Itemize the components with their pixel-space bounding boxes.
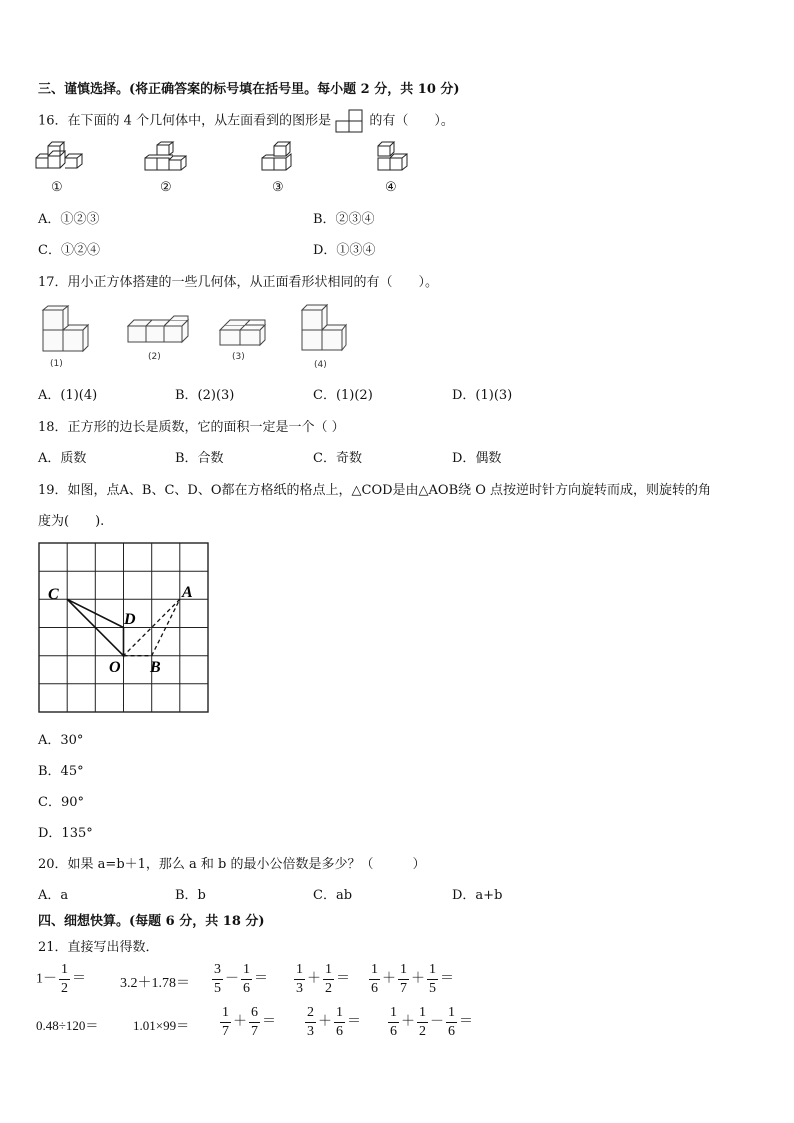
q18-option-a[interactable]: A．质数: [38, 451, 87, 466]
fraction: [417, 1006, 428, 1039]
numerator: 1: [241, 963, 252, 980]
denominator: 6: [371, 981, 378, 996]
operator: ＋: [307, 971, 321, 987]
equals: ＝: [254, 971, 268, 987]
section-4-title: 四、细想快算。(每题 6 分，共 18 分): [38, 914, 265, 929]
numerator: 1: [294, 963, 305, 980]
fraction: [398, 963, 409, 996]
q19-grid-figure: [38, 542, 210, 714]
fraction: [369, 963, 380, 996]
q16-option-b[interactable]: B．②③④: [313, 212, 375, 227]
denominator: 2: [325, 981, 332, 996]
q21-r2-expr-1: 0.48÷120＝: [36, 1018, 99, 1033]
q19-stem-line-1: 19．如图，点A、B、C、D、O都在方格纸的格点上，△COD是由△AOB绕 O 点按逆时针方向旋转而成，则旋转的角: [38, 483, 712, 498]
operator: ＋: [382, 971, 396, 987]
q17-option-a[interactable]: A．(1)(4): [38, 388, 98, 403]
numerator: 1: [334, 1006, 345, 1023]
numerator: 1: [220, 1006, 231, 1023]
numerator: 1: [388, 1006, 399, 1023]
q16-figure-1: [36, 142, 86, 178]
numerator: 1: [417, 1006, 428, 1023]
q16-left-view-icon: [335, 109, 365, 133]
q16-option-a[interactable]: A．①②③: [38, 212, 100, 227]
equals: ＝: [72, 971, 86, 987]
q21-r1-expr-1: [36, 963, 86, 996]
q17-label-3: (3): [232, 352, 245, 362]
q17-figure-2: [126, 316, 190, 348]
q17-option-c[interactable]: C．(1)(2): [313, 388, 373, 403]
q19-point-a: A: [182, 584, 193, 601]
q19-option-d[interactable]: D．135°: [38, 826, 93, 841]
q16-figure-4: [376, 142, 416, 178]
operator: －: [430, 1014, 444, 1030]
numerator: 6: [249, 1006, 260, 1023]
q16-option-c[interactable]: C．①②④: [38, 243, 100, 258]
operator: ＋: [411, 971, 425, 987]
operator: －: [225, 971, 239, 987]
q19-stem-line-2: 度为( ).: [38, 514, 105, 529]
q17-label-4: (4): [314, 360, 327, 370]
section-3-title: 三、谨慎选择。(将正确答案的标号填在括号里。每小题 2 分，共 10 分): [38, 82, 460, 97]
denominator: 6: [448, 1024, 455, 1039]
equals: ＝: [459, 1014, 473, 1030]
q21-r2-expr-2: 1.01×99＝: [133, 1018, 190, 1033]
q20-option-a[interactable]: A．a: [38, 888, 69, 903]
q19-point-b: B: [150, 659, 161, 676]
q18-option-b[interactable]: B．合数: [175, 451, 224, 466]
equals: ＝: [336, 971, 350, 987]
q19-option-b[interactable]: B．45°: [38, 764, 84, 779]
numerator: 1: [323, 963, 334, 980]
equals: ＝: [262, 1014, 276, 1030]
q16-stem-before: 16．在下面的 4 个几何体中，从左面看到的图形是: [38, 113, 332, 129]
denominator: 2: [419, 1024, 426, 1039]
denominator: 5: [429, 981, 436, 996]
denominator: 6: [390, 1024, 397, 1039]
q16-figure-2: [143, 142, 195, 178]
q17-label-1: (1): [50, 359, 63, 369]
q19-point-d: D: [124, 611, 136, 628]
q16-stem: [38, 109, 454, 133]
q19-option-a[interactable]: A．30°: [38, 733, 84, 748]
fraction: [427, 963, 438, 996]
q16-stem-after: 的有（ ）。: [369, 113, 454, 129]
denominator: 3: [296, 981, 303, 996]
q21-r1-expr-3: [210, 963, 268, 996]
fraction: [212, 963, 223, 996]
denominator: 6: [336, 1024, 343, 1039]
fraction: [323, 963, 334, 996]
fraction: [334, 1006, 345, 1039]
numerator: 3: [212, 963, 223, 980]
fraction: [241, 963, 252, 996]
q16-label-1: ①: [51, 180, 63, 195]
equals: ＝: [347, 1014, 361, 1030]
denominator: 2: [61, 981, 68, 996]
denominator: 3: [307, 1024, 314, 1039]
q17-option-d[interactable]: D．(1)(3): [452, 388, 513, 403]
fraction: [446, 1006, 457, 1039]
q21-r1-expr-4: [292, 963, 350, 996]
fraction: [220, 1006, 231, 1039]
denominator: 7: [222, 1024, 229, 1039]
q17-label-2: (2): [148, 352, 161, 362]
operator: ＋: [318, 1014, 332, 1030]
numerator: 1: [446, 1006, 457, 1023]
fraction: [388, 1006, 399, 1039]
equals: ＝: [440, 971, 454, 987]
q21-r2-expr-4: [303, 1006, 361, 1039]
fraction: [249, 1006, 260, 1039]
denominator: 5: [214, 981, 221, 996]
q16-label-2: ②: [160, 180, 172, 195]
q21-stem: 21．直接写出得数．: [38, 940, 159, 955]
numerator: 1: [59, 963, 70, 980]
q17-stem: 17．用小正方体搭建的一些几何体，从正面看形状相同的有（ ）。: [38, 275, 439, 290]
denominator: 7: [400, 981, 407, 996]
q18-option-d[interactable]: D．偶数: [452, 451, 502, 466]
q21-r2-expr-3: [218, 1006, 276, 1039]
q16-label-3: ③: [272, 180, 284, 195]
q20-option-d[interactable]: D．a+b: [452, 888, 503, 903]
q21-r1-expr-5: [367, 963, 454, 996]
q16-label-4: ④: [385, 180, 397, 195]
q17-option-b[interactable]: B．(2)(3): [175, 388, 235, 403]
q21-r2-expr-5: [386, 1006, 473, 1039]
q19-option-c[interactable]: C．90°: [38, 795, 84, 810]
q18-option-c[interactable]: C．奇数: [313, 451, 362, 466]
numerator: 1: [427, 963, 438, 980]
operator: ＋: [401, 1014, 415, 1030]
q16-figure-3: [260, 142, 302, 178]
q19-point-c: C: [48, 586, 59, 603]
denominator: 7: [251, 1024, 258, 1039]
fraction: [305, 1006, 316, 1039]
text: 1－: [36, 971, 57, 987]
operator: ＋: [233, 1014, 247, 1030]
q20-option-b[interactable]: B．b: [175, 888, 206, 903]
q16-option-d[interactable]: D．①③④: [313, 243, 376, 258]
denominator: 6: [243, 981, 250, 996]
q21-r1-expr-2: 3.2＋1.78＝: [120, 976, 190, 991]
fraction: [59, 963, 70, 996]
q19-point-o: O: [109, 659, 121, 676]
q20-option-c[interactable]: C．ab: [313, 888, 353, 903]
q20-stem: 20．如果 a=b＋1，那么 a 和 b 的最小公倍数是多少？（ ）: [38, 857, 426, 872]
q18-stem: 18．正方形的边长是质数，它的面积一定是一个（ ）: [38, 420, 345, 435]
q17-figure-1: [40, 306, 96, 354]
numerator: 2: [305, 1006, 316, 1023]
q17-figure-4: [298, 304, 350, 356]
numerator: 1: [398, 963, 409, 980]
fraction: [294, 963, 305, 996]
q17-figure-3: [218, 314, 268, 348]
numerator: 1: [369, 963, 380, 980]
